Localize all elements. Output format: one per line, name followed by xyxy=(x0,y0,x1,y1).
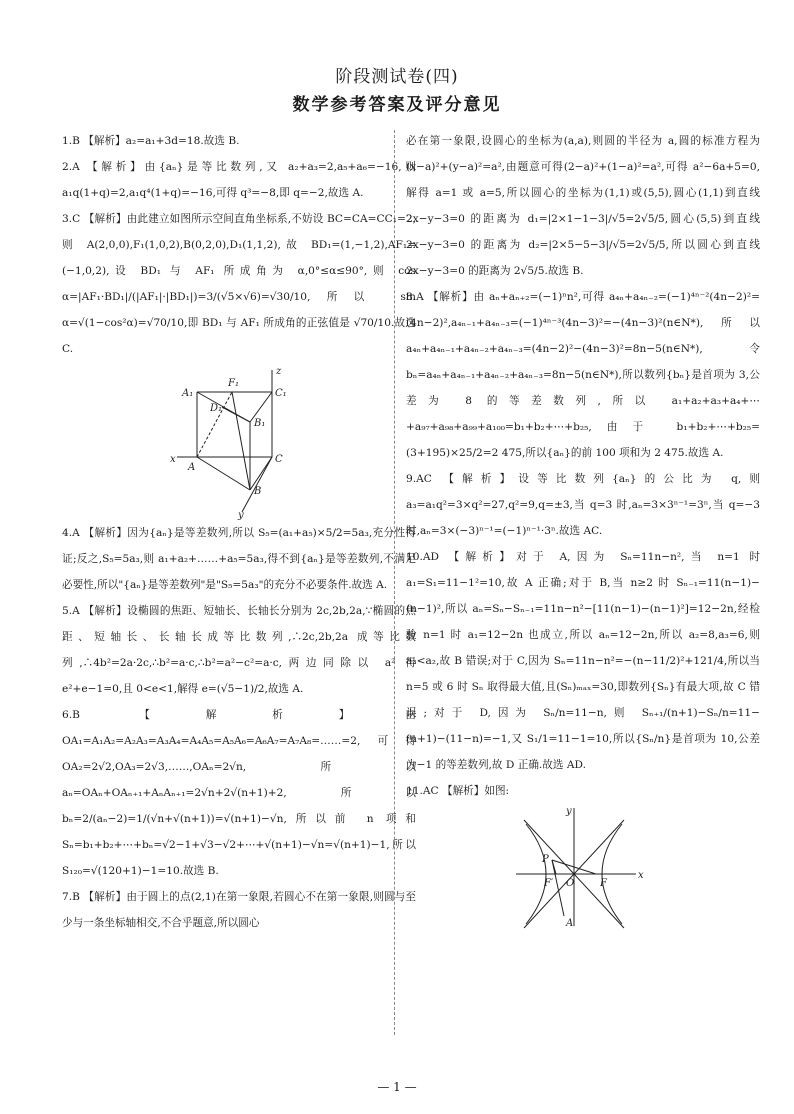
label-y: y xyxy=(238,510,244,520)
hyperbola-diagram xyxy=(406,804,760,932)
label-x: x xyxy=(170,454,176,465)
answer-q7-continued: 必在第一象限,设圆心的坐标为(a,a),则圆的半径为 a,圆的标准方程为(x−a)²+(y−a)²=a²,由题意可得(2−a)²+(1−a)²=a²,可得 a²−6a+5=0,解得 a=1 或 a=5,所以圆心的坐标为(1,1)或(5,5),圆心(1,1)到直线 2x−y−3=0 的距离为 d₁=|2×1−1−3|/√5=2√5/5,圆心(5,5)到直线 2x−y−3=0 的距离为 d₂=|2×5−5−3|/√5=2√5/5,所以圆心到直线 2x−y−3=0 的距离为 2√5/5.故选 B. xyxy=(406,135,760,277)
label-a: A xyxy=(566,918,574,929)
label-f: F xyxy=(600,878,607,889)
label-a1: A₁ xyxy=(182,388,194,399)
label-b1: B₁ xyxy=(254,418,266,429)
answer-q11: 11.AC 【解析】如图: xyxy=(406,785,510,797)
label-o: O xyxy=(566,878,575,889)
answer-q9: 9.AC 【解析】设等比数列{aₙ}的公比为 q,则 a₃=a₁q²=3×q²=27,q²=9,q=±3,当 q=3 时,aₙ=3×3ⁿ⁻¹=3ⁿ,当 q=−3 时,aₙ=3×(−3)ⁿ⁻¹=(−1)ⁿ⁻¹·3ⁿ.故选 AC. xyxy=(406,473,760,537)
answer-q10: 10.AD 【解析】对于 A,因为 Sₙ=11n−n²,当 n=1 时 a₁=S₁=11−1²=10,故 A 正确;对于 B,当 n≥2 时 Sₙ₋₁=11(n−1)−(n−1)²,所以 aₙ=Sₙ−Sₙ₋₁=11n−n²−[11(n−1)−(n−1)²]=12−2n,经检验 n=1 时 a₁=12−2n 也成立,所以 aₙ=12−2n,所以 a₂=8,a₃=6,则 a₃<a₂,故 B 错误;对于 C,因为 Sₙ=11n−n²=−(n−11/2)²+121/4,所以当 n=5 或 6 时 Sₙ 取得最大值,且(Sₙ)ₘₐₓ=30,即数列{Sₙ}有最大项,故 C 错误;对于 D,因为 Sₙ/n=11−n,则 Sₙ₊₁/(n+1)−Sₙ/n=11−(n+1)−(11−n)=−1,又 S₁/1=11−1=10,所以{Sₙ/n}是首项为 10,公差为−1 的等差数列,故 D 正确.故选 AD. xyxy=(406,551,760,771)
label-f1: F₁ xyxy=(228,378,239,389)
edge-d1b1 xyxy=(222,407,250,422)
label-z: z xyxy=(276,366,282,377)
label-a: A xyxy=(188,462,196,473)
label-f-prime: F′ xyxy=(544,878,554,889)
label-d1: D₁ xyxy=(210,403,223,414)
answer-q1: 1.B 【解析】a₂=a₁+3d=18.故选 B. xyxy=(62,135,240,147)
prism-diagram xyxy=(62,362,416,520)
answer-q8: 8.A 【解析】由 aₙ+aₙ₊₂=(−1)ⁿn²,可得 a₄ₙ+a₄ₙ₋₂=(−1)⁴ⁿ⁻²(4n−2)²=(4n−2)²,a₄ₙ₋₁+a₄ₙ₋₃=(−1)⁴ⁿ⁻³(4n−3)²=−(4n−3)²(n∈N*),所以 a₄ₙ+a₄ₙ₋₁+a₄ₙ₋₂+a₄ₙ₋₃=(4n−2)²−(4n−3)²=8n−5(n∈N*),令 bₙ=a₄ₙ+a₄ₙ₋₁+a₄ₙ₋₂+a₄ₙ₋₃=8n−5(n∈N*),所以数列{bₙ}是首项为 3,公差为 8 的等差数列,所以 a₁+a₂+a₃+a₄+⋯+a₉₇+a₉₈+a₉₉+a₁₀₀=b₁+b₂+⋯+b₂₅,由于 b₁+b₂+⋯+b₂₅=(3+195)×25/2=2 475,所以{aₙ}的前 100 项和为 2 475.故选 A. xyxy=(406,291,760,459)
edge-ab xyxy=(197,457,250,490)
answer-q4: 4.A 【解析】因为{aₙ}是等差数列,所以 S₅=(a₁+a₅)×5/2=5a₃,充分性得证;反之,S₅=5a₃,则 a₁+a₂+……+a₅=5a₃,得不到{aₙ}是等差数列,不满足必要性,所以"{aₙ}是等差数列"是"S₅=5a₃"的充分不必要条件.故选 A. xyxy=(62,527,416,591)
segment-pa xyxy=(552,860,564,916)
label-c1: C₁ xyxy=(275,388,287,399)
answer-q3: 3.C 【解析】由此建立如图所示空间直角坐标系,不妨设 BC=CA=CC₁=2,则 A(2,0,0),F₁(1,0,2),B(0,2,0),D₁(1,1,2),故 BD₁=(1,−1,2),AF₁=(−1,0,2),设 BD₁ 与 AF₁ 所成角为 α,0°≤α≤90°,则 cos α=|AF₁·BD₁|/(|AF₁|·|BD₁|)=3/(√5×√6)=√30/10,所以 sin α=√(1−cos²α)=√70/10,即 BD₁ 与 AF₁ 所成角的正弦值是 √70/10.故选 C. xyxy=(62,213,416,355)
answer-q2: 2.A 【解析】由{aₙ}是等比数列,又 a₂+a₃=2,a₅+a₆=−16,则 a₁q(1+q)=2,a₁q⁴(1+q)=−16,可得 q³=−8,即 q=−2,故选 A. xyxy=(62,161,416,199)
segment-bd1 xyxy=(232,392,250,490)
left-column xyxy=(62,128,416,936)
label-x: x xyxy=(638,870,644,881)
axis-y xyxy=(242,457,272,512)
page-number: — 1 — xyxy=(377,1080,417,1094)
answer-q6: 6.B 【解析】由 OA₁=A₁A₂=A₂A₃=A₃A₄=A₄A₅=A₅A₆=A₆A₇=A₇A₈=……=2,可得 OA₂=2√2,OA₃=2√3,……,OAₙ=2√n,所以 aₙ=OAₙ+OAₙ₊₁+AₙAₙ₊₁=2√n+2√(n+1)+2,所以 bₙ=2/(aₙ−2)=1/(√n+√(n+1))=√(n+1)−√n,所以前 n 项和 Sₙ=b₁+b₂+⋯+bₙ=√2−1+√3−√2+⋯+√(n+1)−√n=√(n+1)−1,所以 S₁₂₀=√(120+1)−1=10.故选 B. xyxy=(62,709,416,877)
label-c: C xyxy=(275,454,283,465)
answer-q7: 7.B 【解析】由于圆上的点(2,1)在第一象限,若圆心不在第一象限,则圆与至少与一条坐标轴相交,不合乎题意,所以圆心 xyxy=(62,891,416,929)
page-subtitle: 数学参考答案及评分意见 xyxy=(292,95,502,115)
label-p: P xyxy=(542,854,549,865)
answer-q5: 5.A 【解析】设椭圆的焦距、短轴长、长轴长分别为 2c,2b,2a,∵椭圆的焦距、短轴长、长轴长成等比数列,∴2c,2b,2a 成等比数列,∴4b²=2a·2c,∴b²=a·c,∴b²=a²−c²=a·c,两边同除以 a² 得 e²+e−1=0,且 0<e<1,解得 e=(√5−1)/2,故选 A. xyxy=(62,605,416,695)
label-y: y xyxy=(566,806,572,817)
label-b: B xyxy=(254,486,262,497)
figure-hyperbola xyxy=(406,804,760,932)
page-title: 阶段测试卷(四) xyxy=(335,67,459,87)
right-column xyxy=(406,128,760,932)
figure-prism xyxy=(62,362,416,520)
